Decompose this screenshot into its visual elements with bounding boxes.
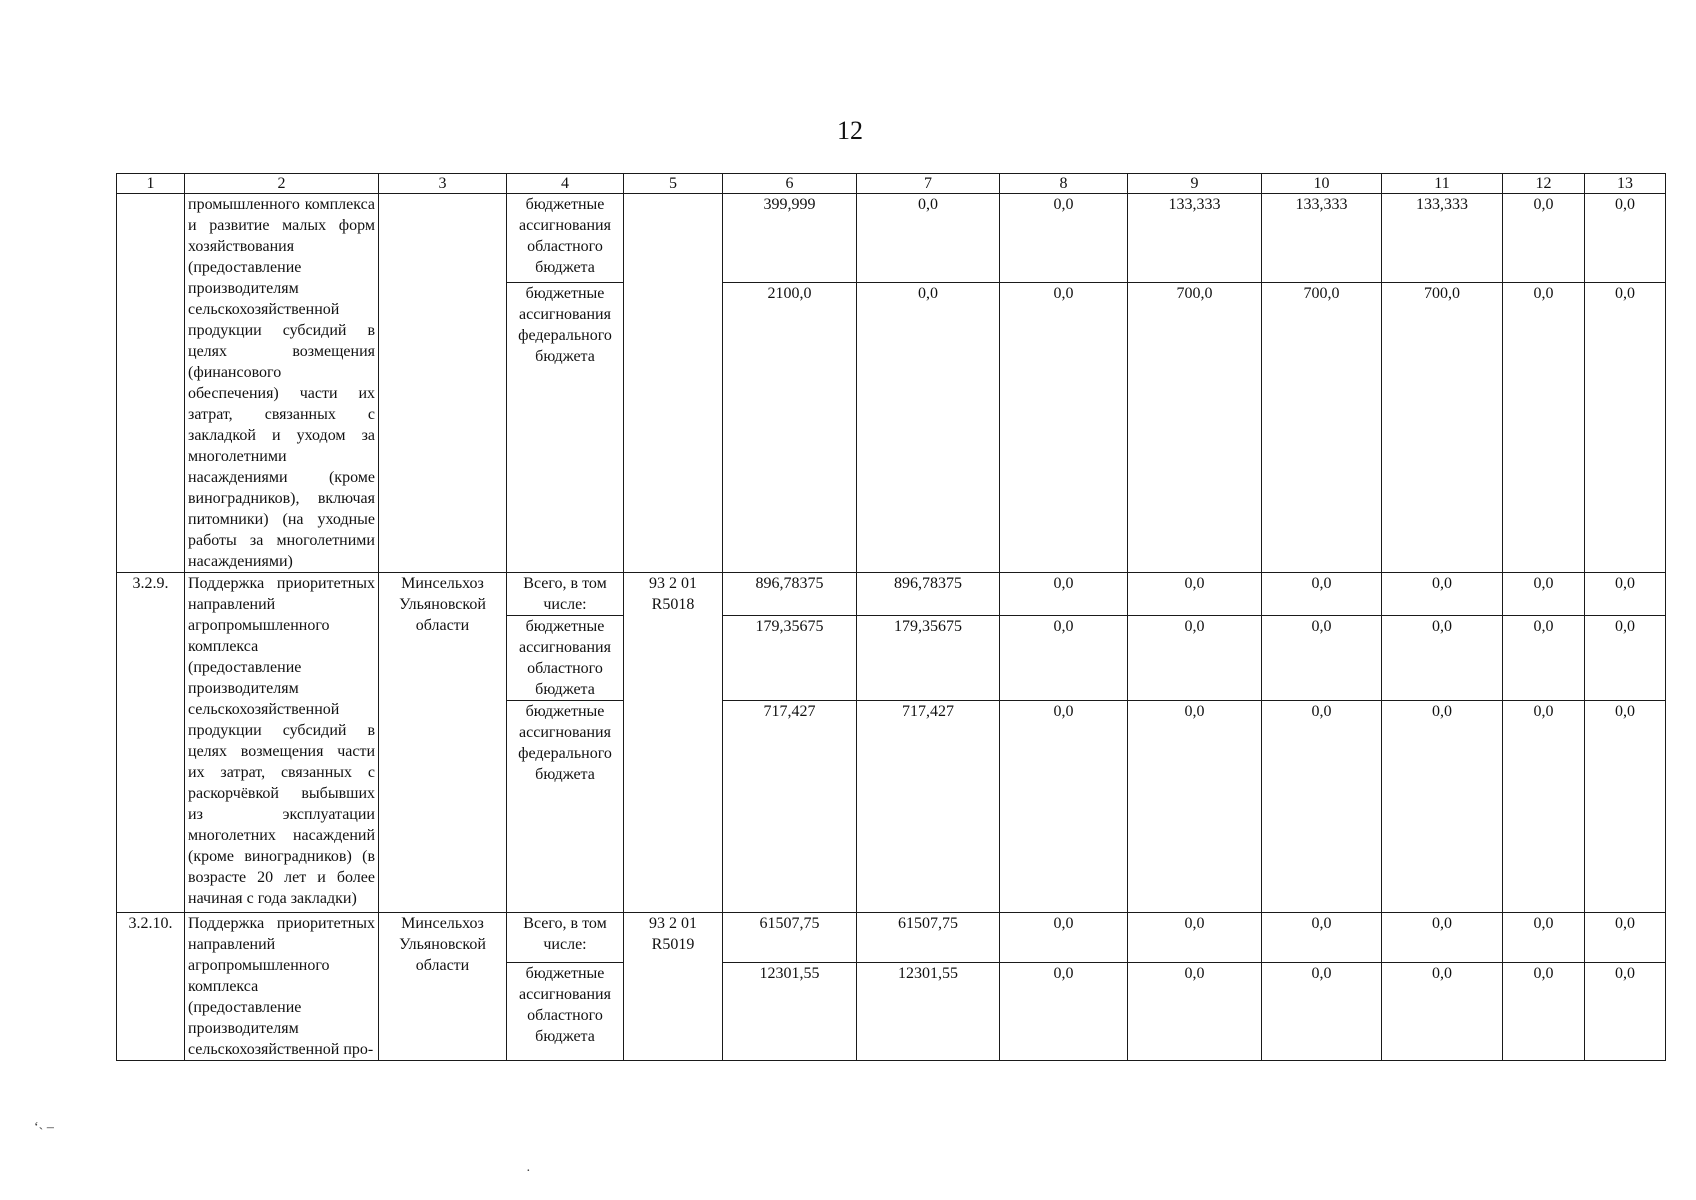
value-cell: 0,0: [857, 282, 1000, 573]
value-cell: 0,0: [1382, 616, 1503, 701]
value-cell: 0,0: [1128, 962, 1262, 1060]
row-number-cell: 3.2.9.: [117, 573, 185, 913]
funding-source: Всего, в том числе:: [507, 913, 624, 963]
page-number: 12: [837, 116, 863, 145]
column-number-row: [117, 174, 1666, 194]
value-cell: 0,0: [1503, 282, 1585, 573]
executor-cell: Минсельхоз Ульяновской области: [379, 573, 507, 913]
header-cell: 4: [507, 174, 624, 194]
code-cell: 93 2 01 R5019: [624, 913, 723, 1061]
value-cell: 0,0: [1585, 962, 1666, 1060]
value-cell: 0,0: [1262, 962, 1382, 1060]
value-cell: 0,0: [1503, 616, 1585, 701]
value-cell: 0,0: [1000, 962, 1128, 1060]
header-cell: 9: [1128, 174, 1262, 194]
value-cell: 0,0: [1585, 573, 1666, 616]
value-cell: 0,0: [1503, 913, 1585, 963]
value-cell: 0,0: [1000, 573, 1128, 616]
value-cell: 0,0: [1262, 701, 1382, 913]
value-cell: 0,0: [1000, 282, 1128, 573]
value-cell: 0,0: [1128, 913, 1262, 963]
header-cell: 2: [185, 174, 379, 194]
value-cell: 0,0: [1503, 962, 1585, 1060]
funding-source: Всего, в том числе:: [507, 573, 624, 616]
value-cell: 12301,55: [857, 962, 1000, 1060]
value-cell: 0,0: [857, 194, 1000, 283]
value-cell: 0,0: [1585, 282, 1666, 573]
value-cell: 0,0: [1585, 701, 1666, 913]
code-cell: [624, 194, 723, 573]
funding-source: бюджетные ассигнования федерального бюджета: [507, 701, 624, 913]
header-cell: 6: [723, 174, 857, 194]
value-cell: 700,0: [1128, 282, 1262, 573]
value-cell: 896,78375: [857, 573, 1000, 616]
header-cell: 1: [117, 174, 185, 194]
value-cell: 0,0: [1262, 573, 1382, 616]
value-cell: 896,78375: [723, 573, 857, 616]
value-cell: 0,0: [1585, 194, 1666, 283]
table-row: [117, 194, 1666, 283]
value-cell: 0,0: [1585, 616, 1666, 701]
value-cell: 0,0: [1382, 962, 1503, 1060]
funding-source: бюджетные ассигнования областного бюджета: [507, 616, 624, 701]
value-cell: 700,0: [1262, 282, 1382, 573]
header-cell: 5: [624, 174, 723, 194]
measure-description: Поддержка приоритетных направлений агропромышленного комплекса (предоставление производителям сельскохозяйственной про-: [185, 913, 379, 1061]
value-cell: 0,0: [1000, 616, 1128, 701]
row-number-cell: [117, 194, 185, 573]
value-cell: 0,0: [1262, 616, 1382, 701]
value-cell: 0,0: [1128, 573, 1262, 616]
scan-artifact: ʻ˴ ‒: [34, 1120, 54, 1135]
measure-description: Поддержка приоритетных направлений агропромышленного комплекса (предоставление производителям сельскохозяйственной продукции субсидий в целях возмещения части их затрат, связанных с раскорчёвкой выбывших из эксплуатации многолетних насаждений (кроме виноградников) (в возрасте 20 лет и более начиная с года закладки): [185, 573, 379, 913]
value-cell: 717,427: [723, 701, 857, 913]
value-cell: 0,0: [1000, 913, 1128, 963]
value-cell: 0,0: [1503, 573, 1585, 616]
value-cell: 133,333: [1128, 194, 1262, 283]
value-cell: 133,333: [1382, 194, 1503, 283]
table-row: [117, 573, 1666, 616]
executor-cell: Минсельхоз Ульяновской области: [379, 913, 507, 1061]
row-number-cell: 3.2.10.: [117, 913, 185, 1061]
value-cell: 0,0: [1128, 701, 1262, 913]
table-row: [117, 913, 1666, 963]
value-cell: 2100,0: [723, 282, 857, 573]
header-cell: 8: [1000, 174, 1128, 194]
funding-source: бюджетные ассигнования областного бюджета: [507, 194, 624, 283]
header-cell: 11: [1382, 174, 1503, 194]
executor-cell: [379, 194, 507, 573]
budget-table: [116, 173, 1666, 1061]
value-cell: 717,427: [857, 701, 1000, 913]
value-cell: 12301,55: [723, 962, 857, 1060]
value-cell: 0,0: [1382, 913, 1503, 963]
value-cell: 133,333: [1262, 194, 1382, 283]
header-cell: 3: [379, 174, 507, 194]
header-cell: 10: [1262, 174, 1382, 194]
value-cell: 0,0: [1262, 913, 1382, 963]
value-cell: 179,35675: [723, 616, 857, 701]
value-cell: 61507,75: [857, 913, 1000, 963]
value-cell: 179,35675: [857, 616, 1000, 701]
value-cell: 700,0: [1382, 282, 1503, 573]
funding-source: бюджетные ассигнования областного бюджета: [507, 962, 624, 1060]
scan-artifact: ·: [526, 1164, 531, 1179]
header-cell: 13: [1585, 174, 1666, 194]
value-cell: 0,0: [1382, 701, 1503, 913]
value-cell: 0,0: [1000, 701, 1128, 913]
value-cell: 61507,75: [723, 913, 857, 963]
value-cell: 0,0: [1585, 913, 1666, 963]
value-cell: 0,0: [1503, 701, 1585, 913]
code-cell: 93 2 01 R5018: [624, 573, 723, 913]
header-cell: 12: [1503, 174, 1585, 194]
value-cell: 0,0: [1382, 573, 1503, 616]
measure-description: промышленного комплекса и развитие малых форм хозяйствования (предоставление производителям сельскохозяйственной продукции субсидий в целях возмещения (финансового обеспечения) части их затрат, связанных с закладкой и уходом за многолетними насаждениями (кроме виноградников), включая питомники) (на уходные работы за многолетними насаждениями): [185, 194, 379, 573]
value-cell: 0,0: [1128, 616, 1262, 701]
header-cell: 7: [857, 174, 1000, 194]
value-cell: 0,0: [1503, 194, 1585, 283]
value-cell: 399,999: [723, 194, 857, 283]
value-cell: 0,0: [1000, 194, 1128, 283]
funding-source: бюджетные ассигнования федерального бюджета: [507, 282, 624, 573]
